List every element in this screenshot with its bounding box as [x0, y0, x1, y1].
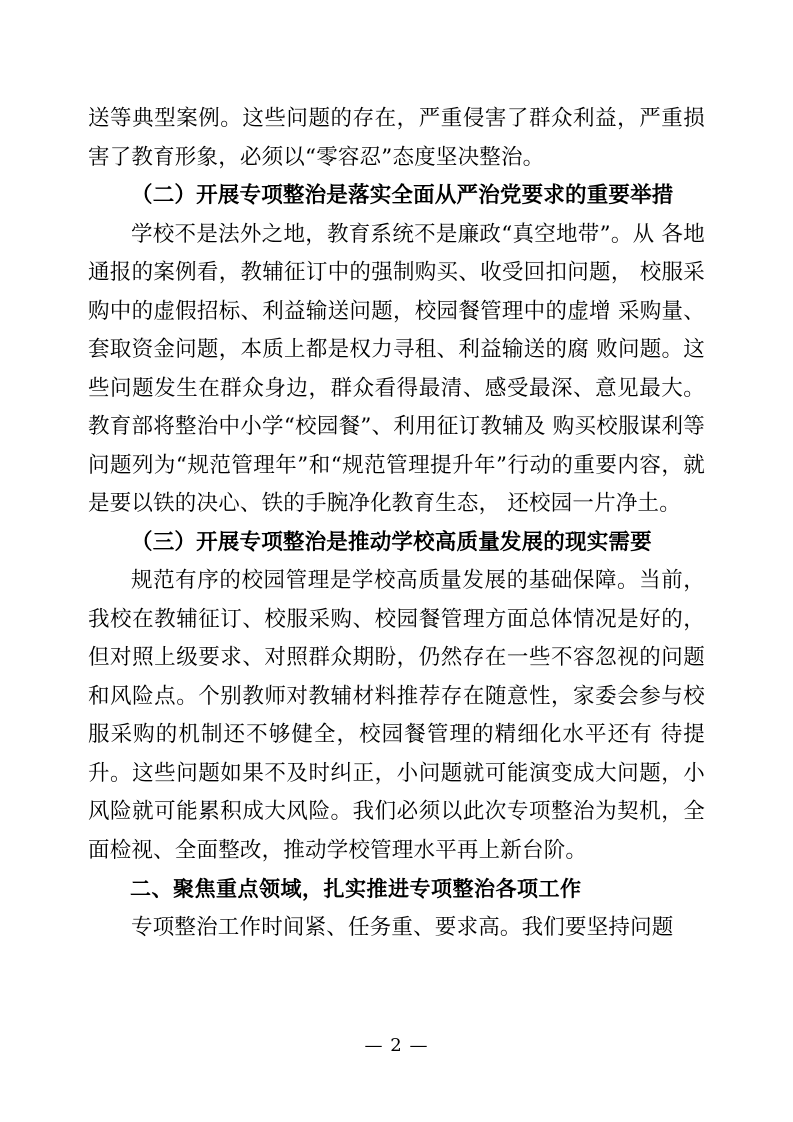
document-body [88, 100, 705, 947]
heading-section-three: （三）开展专项整治是推动学校高质量发展的现实需要 [131, 529, 652, 555]
heading-section-two: （二）开展专项整治是落实全面从严治党要求的重要举措 [131, 183, 674, 208]
heading-chapter-two: 二、聚焦重点领域，扎实推进专项整治各项工作 [130, 877, 582, 901]
paragraph-continuation: 送等典型案例。这些问题的存在，严重侵害了群众利益，严重损害了教育形象，必须以“零容忍”态度坚决整治。 [88, 106, 705, 170]
page-number: — 2 — [364, 1035, 429, 1056]
paragraph-chapter-two-body: 专项整治工作时间紧、任务重、要求高。我们要坚持问题 [131, 914, 674, 940]
paragraph-section-two-body: 学校不是法外之地，教育系统不是廉政“真空地带”。从 各地通报的案例看，教辅征订中的强制购买、收受回扣问题， 校服采购中的虚假招标、利益输送问题，校园餐管理中的虚增 采购量、套取资金问题，本质上都是权力寻租、利益输送的腐 败问题。这些问题发生在群众身边，群众看得最清、感受最深、意见最大。教育部将整治中小学“校园餐”、利用征订教辅及 购买校服谋利等问题列为“规范管理年”和“规范管理提升年”行动的重要内容，就是要以铁的决心、铁的手腕净化教育生态， 还校园一片净土。 [88, 221, 705, 516]
paragraph-section-three-body: 规范有序的校园管理是学校高质量发展的基础保障。当前，我校在教辅征订、校服采购、校园餐管理方面总体情况是好的， 但对照上级要求、对照群众期盼，仍然存在一些不容忽视的问题和风险点。个别教师对教辅材料推荐存在随意性，家委会参与校服采购的机制还不够健全，校园餐管理的精细化水平还有 待提升。这些问题如果不及时纠正，小问题就可能演变成大问题，小风险就可能累积成大风险。我们必须以此次专项整治为契机，全面检视、全面整改，推动学校管理水平再上新台阶。 [88, 568, 705, 863]
